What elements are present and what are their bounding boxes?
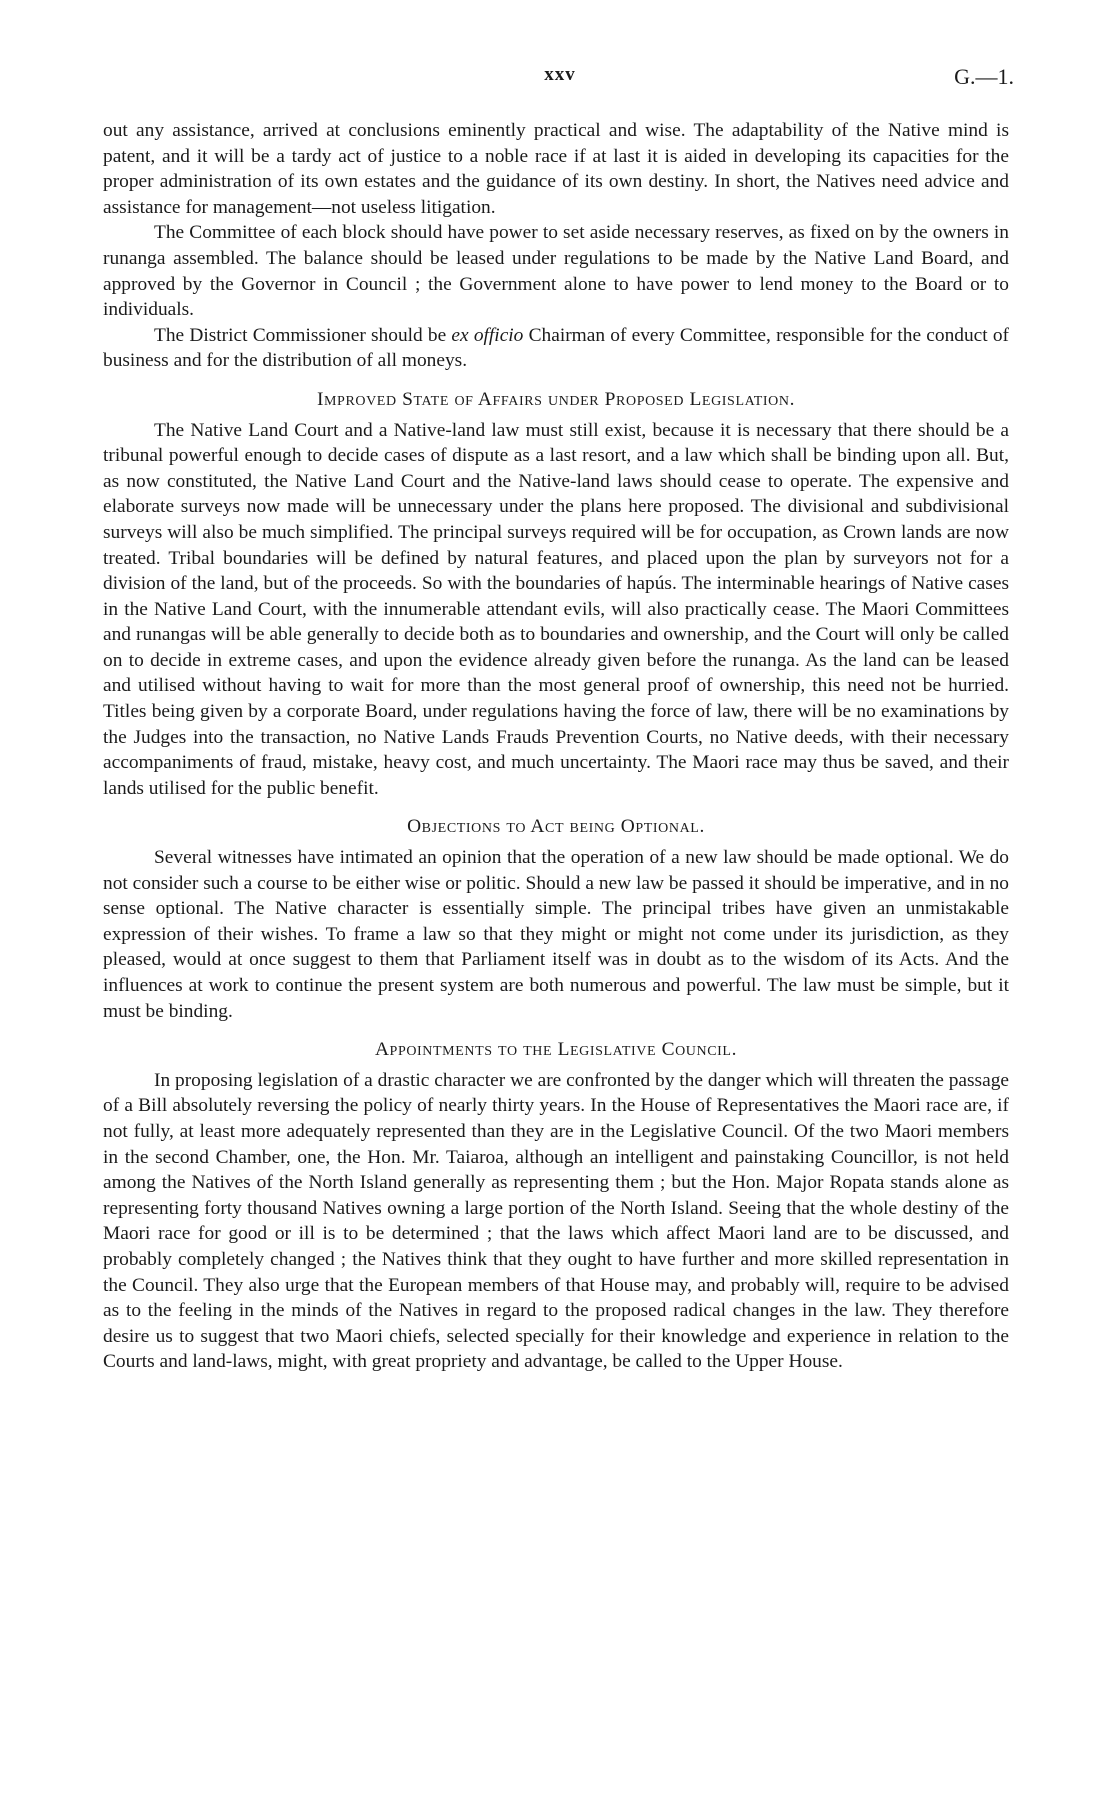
paragraph-native-land-court: The Native Land Court and a Native-land law must still exist, because it is necessary that there should be a tribunal powerful enough to decide cases of dispute as a last resort, and a law which shall be binding upon all. But, as now constituted, the Native Land Court and the Native-land laws should cease to operate. The expensive and elaborate surveys now made will be unnecessary under the plans here proposed. The divisional and subdivisional surveys will also be much simplified. The principal surveys required will be for occupation, as Crown lands are now treated. Tribal boundaries will be defined by natural features, and placed upon the plan by surveyors not for a division of the land, but of the proceeds. So with the boundaries of hapús. The interminable hearings of Native cases in the Native Land Court, with the innumerable attendant evils, will also practically cease. The Maori Committees and runangas will be able generally to decide both as to boundaries and ownership, and the Court will only be called on to decide in extreme cases, and upon the evidence already given before the runanga. As the land can be leased and utilised without having to wait for more than the most general proof of ownership, this need not be hurried. Titles being given by a corporate Board, under regulations having the force of law, there will be no examinations by the Judges into the transaction, no Native Lands Frauds Prevention Courts, no Native deeds, with their necessary accompaniments of fraud, mistake, heavy cost, and much uncertainty. The Maori race may thus be saved, and their lands utilised for the public benefit.	[103, 419, 1009, 799]
paragraph-text: The District Commissioner should be	[154, 324, 452, 346]
italic-phrase: ex officio	[451, 324, 524, 346]
paragraph-committee-reserves: The Committee of each block should have power to set aside necessary reserves, as fixed on by the owners in runanga assembled. The balance should be leased under regulations to be made by the Native Land Board, and approved by the Governor in Council ; the Government alone to have power to lend money to the Board or to individuals.	[103, 222, 1009, 321]
section-heading-improved-state: Improved State of Affairs under Proposed Legislation.	[316, 388, 796, 410]
paragraph-legislative-council: In proposing legislation of a drastic character we are confronted by the danger which will threaten the passage of a Bill absolutely reversing the policy of nearly thirty years. In the House of Representatives the Maori race are, if not fully, at least more adequately represented than they are in the Legislative Council. Of the two Maori members in the second Chamber, one, the Hon. Mr. Taiaroa, although an intelligent and painstaking Councillor, is not held among the Natives of the North Island generally as representing them ; but the Hon. Major Ropata stands alone as representing forty thousand Natives owning a large portion of the North Island. Seeing that the whole destiny of the Maori race for good or ill is to be determined ; that the laws which affect Maori land are to be discussed, and probably completely changed ; the Natives think that they ought to have further and more skilled representation in the Council. They also urge that the European members of that House may, and probably will, require to be advised as to the feeling in the minds of the Natives in regard to the proposed radical changes in the law. They therefore desire us to suggest that two Maori chiefs, selected specially for their knowledge and experience in relation to the Courts and land-laws, might, with great propriety and advantage, be called to the Upper House.	[103, 1069, 1009, 1373]
paragraph-text: Chairman of every Committee, responsible for the conduct of business and for the distribution of all moneys.	[103, 324, 1009, 372]
paragraph-continuation: out any assistance, arrived at conclusions eminently practical and wise. The adaptability of the Native mind is patent, and it will be a tardy act of justice to a noble race if at last it is aided in developing its capacities for the proper administration of its own estates and the guidance of its own destiny. In short, the Natives need advice and assistance for management—not useless litigation.	[103, 120, 1009, 218]
page-number: xxv	[544, 64, 576, 85]
section-heading-legislative-council: Appointments to the Legislative Council.	[374, 1039, 738, 1061]
paragraph-district-commissioner	[103, 323, 1009, 374]
section-heading-objections: Objections to Act being Optional.	[407, 816, 705, 838]
paragraph-optional-law: Several witnesses have intimated an opinion that the operation of a new law should be made optional. We do not consider such a course to be either wise or politic. Should a new law be passed it should be imperative, and in no sense optional. The Native character is essentially simple. The principal tribes have given an unmistakable expression of their wishes. To frame a law so that they might or might not come under its jurisdiction, as they pleased, would at once suggest to them that Parliament itself was in doubt as to the wisdom of its Acts. And the influences at work to continue the present system are both numerous and powerful. The law must be simple, but it must be binding.	[103, 847, 1009, 1022]
page-header	[0, 64, 1114, 94]
document-code: G.—1.	[954, 64, 1014, 89]
body-text	[103, 118, 1009, 1375]
